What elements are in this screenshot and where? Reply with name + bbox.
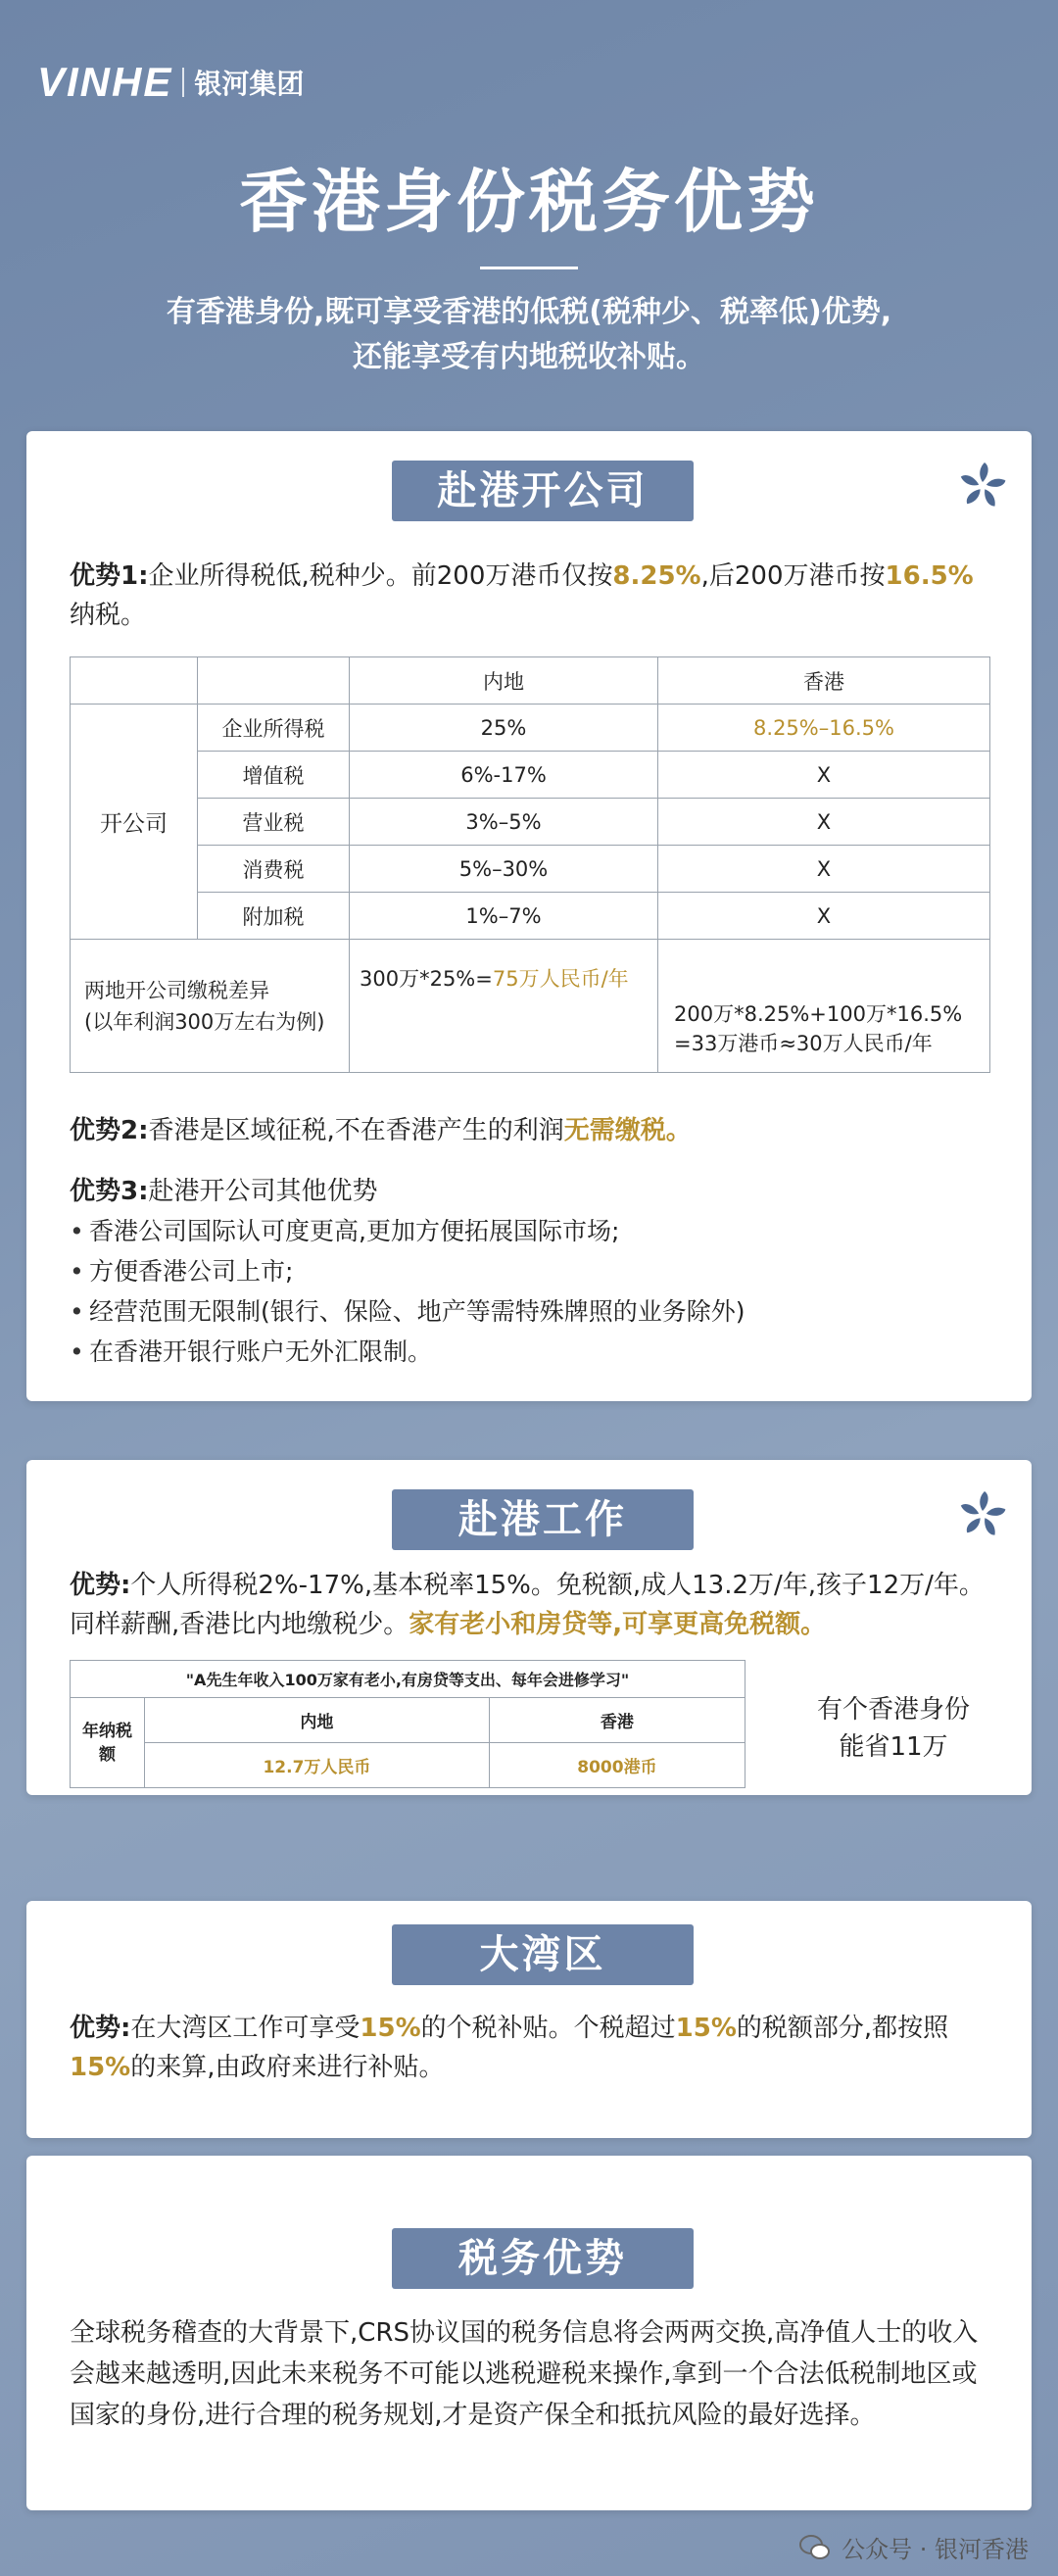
gba-text-4: 的来算,由政府来进行补贴。 (130, 2053, 445, 2082)
work-advantage (70, 1566, 992, 1644)
adv2-text: 香港是区域征税,不在香港产生的利润 (148, 1116, 564, 1145)
diff-mainland-formula: 300万*25%= (360, 967, 493, 991)
col-header-hk: 香港 (658, 657, 990, 705)
diff-mainland-cell (350, 940, 658, 1073)
section-gba-card (26, 1901, 1032, 2138)
section-company-card (26, 431, 1032, 1401)
section-tax-title: 税务优势 (392, 2228, 694, 2289)
subtitle-line-2: 还能享受有内地税收补贴。 (353, 340, 705, 374)
adv1-text-c: 纳税。 (70, 601, 147, 630)
tax-name: 消费税 (198, 846, 350, 893)
company-advantage-2 (70, 1111, 992, 1150)
section-company-title: 赴港开公司 (392, 461, 694, 521)
work-tax-table (70, 1660, 745, 1788)
list-item: • 经营范围无限制(银行、保险、地产等需特殊牌照的业务除外) (70, 1291, 745, 1332)
table-empty-header (198, 657, 350, 705)
tax-name: 企业所得税 (198, 705, 350, 752)
tax-mainland: 5%–30% (350, 846, 658, 893)
diff-label-line-2: (以年利润300万左右为例) (84, 1009, 325, 1034)
diff-hk-line-1: 200万*8.25%+100万*16.5% (674, 1002, 963, 1026)
tax-mainland: 3%–5% (350, 799, 658, 846)
work-col-mainland: 内地 (145, 1698, 490, 1743)
work-row-label: 年纳税额 (71, 1698, 145, 1788)
tax-name: 附加税 (198, 893, 350, 940)
tax-hk: X (658, 799, 990, 846)
gba-pct-3: 15% (70, 2053, 131, 2082)
page-title: 香港身份税务优势 (239, 161, 819, 242)
company-other-advantages-list (70, 1211, 745, 1372)
tax-advantage-text: 全球税务稽查的大背景下,CRS协议国的税务信息将会两两交换,高净值人士的收入会越来越透明,因此未来税务不可能以逃税避税来操作,拿到一个合法低税制地区或国家的身份,进行合理的税务规划,才是资产保全和抵抗风险的最好选择。 (70, 2318, 979, 2430)
tax-mainland: 6%-17% (350, 752, 658, 799)
footer-source (798, 2530, 1029, 2564)
footer-text: 公众号 · 银河香港 (842, 2536, 1029, 2563)
tax-mainland: 1%–7% (350, 893, 658, 940)
diff-hk-cell (658, 940, 990, 1073)
diff-label-line-1: 两地开公司缴税差异 (84, 978, 269, 1002)
tax-name: 增值税 (198, 752, 350, 799)
table-corner-cell (71, 657, 198, 705)
adv1-label: 优势1: (70, 561, 149, 591)
tax-hk: X (658, 846, 990, 893)
logo-wordmark: VINHE (37, 59, 173, 105)
work-side-note (791, 1691, 996, 1766)
adv1-rate-b: 16.5% (885, 561, 974, 591)
diff-mainland-result: 75万人民币/年 (492, 967, 629, 991)
work-adv-label: 优势: (70, 1571, 131, 1600)
adv2-label: 优势2: (70, 1116, 149, 1145)
row-group-label: 开公司 (71, 705, 198, 940)
section-gba-title: 大湾区 (392, 1924, 694, 1985)
company-advantage-1 (70, 557, 992, 635)
side-note-line-2: 能省11万 (839, 1732, 948, 1762)
section-work-title: 赴港工作 (392, 1489, 694, 1550)
work-table-caption: "A先生年收入100万家有老小,有房贷等支出、每年会进修学习" (71, 1661, 745, 1698)
adv3-text: 赴港开公司其他优势 (148, 1177, 378, 1206)
gba-text-1: 在大湾区工作可享受 (130, 2014, 361, 2043)
tax-mainland: 25% (350, 705, 658, 752)
logo-chinese-name: 银河集团 (194, 68, 305, 100)
adv1-text-a: 企业所得税低,税种少。前200万港币仅按 (148, 561, 613, 591)
subtitle-line-1: 有香港身份,既可享受香港的低税(税种少、税率低)优势, (166, 295, 892, 329)
adv1-rate-a: 8.25% (612, 561, 701, 591)
adv1-text-b: ,后200万港币按 (700, 561, 886, 591)
gba-pct-2: 15% (675, 2014, 737, 2043)
work-adv-text: 个人所得税2%-17%,基本税率15%。免税额,成人13.2万/年,孩子12万/年。同样薪酬,香港比内地缴税少。 (70, 1571, 985, 1639)
section-work-card (26, 1460, 1032, 1795)
gba-pct-1: 15% (360, 2014, 421, 2043)
gba-text-2: 的个税补贴。个税超过 (420, 2014, 676, 2043)
bauhinia-flower-icon (957, 461, 1008, 511)
gba-text-3: 的税额部分,都按照 (736, 2014, 949, 2043)
diff-hk-line-2: =33万港币≈30万人民币/年 (674, 1032, 933, 1055)
company-advantage-3 (70, 1172, 992, 1211)
tax-name: 营业税 (198, 799, 350, 846)
adv3-label: 优势3: (70, 1177, 149, 1206)
section-tax-card (26, 2156, 1032, 2510)
gba-advantage (70, 2009, 992, 2087)
gba-adv-label: 优势: (70, 2014, 131, 2043)
logo-divider (182, 68, 184, 97)
list-item: • 方便香港公司上市; (70, 1251, 745, 1291)
bauhinia-flower-icon (957, 1489, 1008, 1540)
company-tax-table (70, 656, 990, 1073)
list-item: • 在香港开银行账户无外汇限制。 (70, 1332, 745, 1372)
list-item: • 香港公司国际认可度更高,更加方便拓展国际市场; (70, 1211, 745, 1251)
tax-hk: 8.25%–16.5% (658, 705, 990, 752)
tax-hk: X (658, 752, 990, 799)
adv2-highlight: 无需缴税。 (563, 1116, 692, 1145)
work-val-hk: 8000港币 (489, 1743, 745, 1788)
brand-logo (37, 59, 304, 106)
title-underline (480, 267, 578, 269)
work-adv-highlight: 家有老小和房贷等,可享更高免税额。 (409, 1610, 827, 1639)
side-note-line-1: 有个香港身份 (816, 1695, 970, 1725)
tax-hk: X (658, 893, 990, 940)
work-val-mainland: 12.7万人民币 (145, 1743, 490, 1788)
work-col-hk: 香港 (489, 1698, 745, 1743)
col-header-mainland: 内地 (350, 657, 658, 705)
wechat-icon (798, 2531, 832, 2564)
page-subtitle (0, 290, 1058, 380)
diff-label-cell (71, 940, 350, 1073)
